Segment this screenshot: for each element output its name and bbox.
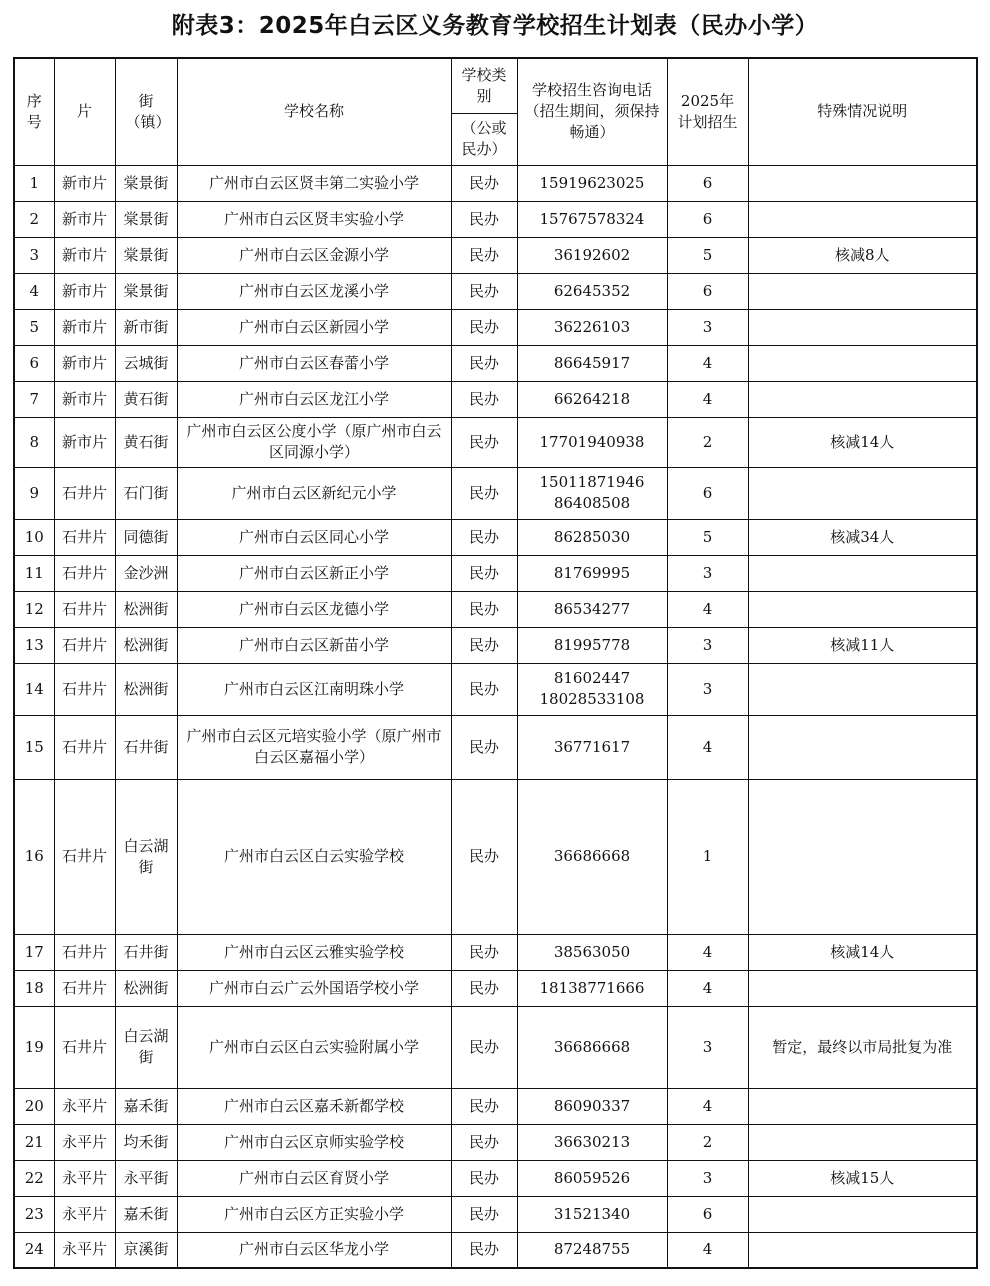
phone-number: 36771617 [553,737,631,756]
phone-number: 62645352 [553,281,631,300]
row-school-name: 广州市白云区华龙小学 [177,1232,451,1268]
row-phone [517,381,667,417]
row-phone [517,201,667,237]
row-type: 民办 [451,555,517,591]
row-phone [517,715,667,779]
row-school-name: 广州市白云区新正小学 [177,555,451,591]
row-area: 石井片 [54,970,115,1006]
row-street: 均禾街 [115,1124,177,1160]
row-phone [517,273,667,309]
row-seq: 17 [14,934,54,970]
row-plan: 3 [667,555,748,591]
row-note [748,1124,977,1160]
row-seq: 12 [14,591,54,627]
row-seq: 2 [14,201,54,237]
row-school-name: 广州市白云区公度小学（原广州市白云区同源小学） [177,417,451,467]
row-note: 核减8人 [748,237,977,273]
table-row [14,970,977,1006]
phone-number: 86090337 [553,1096,631,1115]
row-school-name: 广州市白云区江南明珠小学 [177,663,451,715]
phone-number: 86534277 [553,599,631,618]
header-phone: 学校招生咨询电话（招生期间，须保持畅通） [517,58,667,165]
table-row [14,345,977,381]
phone-number: 81602447 [553,669,631,687]
phone-number: 17701940938 [539,432,645,451]
row-plan: 4 [667,1088,748,1124]
row-note [748,970,977,1006]
table-row [14,467,977,519]
row-area: 石井片 [54,467,115,519]
header-type-top: 学校类别 [451,58,517,113]
row-seq: 9 [14,467,54,519]
table-row [14,779,977,934]
row-type: 民办 [451,1160,517,1196]
row-street: 石井街 [115,715,177,779]
phone-number: 38563050 [553,942,631,961]
table-row [14,201,977,237]
row-note [748,1232,977,1268]
row-plan: 4 [667,381,748,417]
row-plan: 2 [667,417,748,467]
row-plan: 1 [667,779,748,934]
row-area: 石井片 [54,1006,115,1088]
header-type-bottom: （公或民办） [451,113,517,165]
row-note [748,663,977,715]
row-street: 石门街 [115,467,177,519]
row-type: 民办 [451,345,517,381]
table-row [14,309,977,345]
row-phone [517,1006,667,1088]
row-note: 核减11人 [748,627,977,663]
row-type: 民办 [451,934,517,970]
row-street: 松洲街 [115,591,177,627]
row-street: 新市街 [115,309,177,345]
row-street: 棠景街 [115,273,177,309]
row-plan: 3 [667,1160,748,1196]
row-type: 民办 [451,273,517,309]
phone-number: 36686668 [553,1037,631,1056]
row-school-name: 广州市白云区贤丰实验小学 [177,201,451,237]
row-seq: 10 [14,519,54,555]
phone-number: 36686668 [553,847,631,865]
row-type: 民办 [451,779,517,934]
row-plan: 6 [667,273,748,309]
table-row [14,1124,977,1160]
row-plan: 5 [667,519,748,555]
row-seq: 7 [14,381,54,417]
row-area: 永平片 [54,1196,115,1232]
row-plan: 3 [667,309,748,345]
row-type: 民办 [451,663,517,715]
row-seq: 21 [14,1124,54,1160]
row-type: 民办 [451,1006,517,1088]
row-street: 金沙洲 [115,555,177,591]
row-phone [517,627,667,663]
table-row [14,627,977,663]
row-seq: 18 [14,970,54,1006]
row-seq: 22 [14,1160,54,1196]
row-area: 新市片 [54,201,115,237]
row-seq: 13 [14,627,54,663]
row-type: 民办 [451,1196,517,1232]
row-note [748,345,977,381]
row-school-name: 广州市白云广云外国语学校小学 [177,970,451,1006]
table-row [14,519,977,555]
phone-number: 86645917 [553,353,631,372]
row-school-name: 广州市白云区元培实验小学（原广州市白云区嘉福小学） [177,715,451,779]
row-type: 民办 [451,467,517,519]
row-seq: 4 [14,273,54,309]
table-row [14,237,977,273]
row-area: 石井片 [54,555,115,591]
row-school-name: 广州市白云区新园小学 [177,309,451,345]
row-note [748,1196,977,1232]
phone-number-secondary: 18028533108 [539,690,645,708]
row-school-name: 广州市白云区新苗小学 [177,627,451,663]
row-plan: 4 [667,1232,748,1268]
row-street: 黄石街 [115,417,177,467]
table-row [14,417,977,467]
row-street: 京溪街 [115,1232,177,1268]
row-plan: 4 [667,715,748,779]
header-note: 特殊情况说明 [748,58,977,165]
row-school-name: 广州市白云区方正实验小学 [177,1196,451,1232]
phone-number: 18138771666 [539,978,645,997]
row-street: 云城街 [115,345,177,381]
row-phone [517,345,667,381]
row-type: 民办 [451,237,517,273]
row-plan: 5 [667,237,748,273]
phone-number: 36192602 [553,245,631,264]
row-school-name: 广州市白云区龙溪小学 [177,273,451,309]
row-type: 民办 [451,715,517,779]
row-school-name: 广州市白云区贤丰第二实验小学 [177,165,451,201]
row-school-name: 广州市白云区金源小学 [177,237,451,273]
row-street: 白云湖街 [115,779,177,934]
row-street: 棠景街 [115,165,177,201]
row-school-name: 广州市白云区育贤小学 [177,1160,451,1196]
row-type: 民办 [451,1232,517,1268]
row-street: 棠景街 [115,237,177,273]
row-type: 民办 [451,591,517,627]
row-seq: 19 [14,1006,54,1088]
row-note [748,715,977,779]
row-phone [517,1196,667,1232]
row-area: 新市片 [54,309,115,345]
row-school-name: 广州市白云区春蕾小学 [177,345,451,381]
row-type: 民办 [451,519,517,555]
table-row [14,663,977,715]
row-area: 石井片 [54,779,115,934]
table-row [14,1160,977,1196]
row-note [748,273,977,309]
row-seq: 3 [14,237,54,273]
row-school-name: 广州市白云区龙江小学 [177,381,451,417]
row-area: 石井片 [54,663,115,715]
row-seq: 8 [14,417,54,467]
row-type: 民办 [451,201,517,237]
row-school-name: 广州市白云区同心小学 [177,519,451,555]
row-plan: 4 [667,345,748,381]
table-body [14,165,977,1268]
row-note [748,555,977,591]
row-phone [517,309,667,345]
row-seq: 5 [14,309,54,345]
phone-number-secondary: 86408508 [553,494,631,512]
row-type: 民办 [451,1088,517,1124]
row-seq: 6 [14,345,54,381]
row-street: 白云湖街 [115,1006,177,1088]
row-street: 松洲街 [115,627,177,663]
row-seq: 20 [14,1088,54,1124]
row-seq: 16 [14,779,54,934]
row-plan: 3 [667,663,748,715]
row-seq: 14 [14,663,54,715]
row-note: 核减34人 [748,519,977,555]
row-phone [517,663,667,715]
header-street: 街（镇） [115,58,177,165]
phone-number: 15011871946 [539,473,645,491]
row-note [748,201,977,237]
row-note: 暂定，最终以市局批复为准 [748,1006,977,1088]
row-area: 石井片 [54,715,115,779]
row-plan: 4 [667,970,748,1006]
row-school-name: 广州市白云区白云实验附属小学 [177,1006,451,1088]
row-street: 黄石街 [115,381,177,417]
row-seq: 24 [14,1232,54,1268]
row-plan: 6 [667,467,748,519]
phone-number: 15767578324 [539,209,645,228]
row-phone [517,1088,667,1124]
row-street: 棠景街 [115,201,177,237]
row-school-name: 广州市白云区新纪元小学 [177,467,451,519]
row-area: 永平片 [54,1088,115,1124]
row-note [748,467,977,519]
row-plan: 4 [667,934,748,970]
phone-number: 66264218 [553,389,631,408]
row-area: 石井片 [54,934,115,970]
row-area: 新市片 [54,237,115,273]
row-phone [517,1124,667,1160]
row-note [748,779,977,934]
phone-number: 86285030 [553,527,631,546]
phone-number: 31521340 [553,1204,631,1223]
row-area: 永平片 [54,1160,115,1196]
row-note: 核减14人 [748,934,977,970]
row-school-name: 广州市白云区京师实验学校 [177,1124,451,1160]
phone-number: 81995778 [553,635,631,654]
row-note [748,165,977,201]
row-phone [517,970,667,1006]
row-phone [517,1232,667,1268]
row-area: 石井片 [54,591,115,627]
row-street: 石井街 [115,934,177,970]
row-note [748,1088,977,1124]
row-area: 石井片 [54,519,115,555]
row-phone [517,417,667,467]
table-row [14,1088,977,1124]
row-street: 嘉禾街 [115,1088,177,1124]
row-plan: 3 [667,1006,748,1088]
row-seq: 23 [14,1196,54,1232]
row-type: 民办 [451,165,517,201]
table-row [14,934,977,970]
row-type: 民办 [451,1124,517,1160]
table-row [14,1196,977,1232]
enrollment-table [13,57,978,1269]
row-area: 永平片 [54,1124,115,1160]
row-phone [517,934,667,970]
row-area: 新市片 [54,273,115,309]
table-row [14,715,977,779]
row-phone [517,779,667,934]
row-note: 核减14人 [748,417,977,467]
row-school-name: 广州市白云区嘉禾新都学校 [177,1088,451,1124]
table-row [14,1006,977,1088]
row-type: 民办 [451,627,517,663]
row-note [748,309,977,345]
row-note [748,591,977,627]
header-plan: 2025年计划招生 [667,58,748,165]
row-seq: 11 [14,555,54,591]
row-phone [517,519,667,555]
row-school-name: 广州市白云区白云实验学校 [177,779,451,934]
row-plan: 6 [667,201,748,237]
row-street: 永平街 [115,1160,177,1196]
phone-number: 81769995 [553,563,631,582]
row-phone [517,467,667,519]
row-plan: 6 [667,165,748,201]
row-type: 民办 [451,309,517,345]
phone-number: 36226103 [553,317,631,336]
row-phone [517,1160,667,1196]
table-row [14,555,977,591]
phone-number: 86059526 [553,1168,631,1187]
row-area: 石井片 [54,627,115,663]
table-row [14,591,977,627]
row-phone [517,555,667,591]
row-type: 民办 [451,417,517,467]
row-plan: 2 [667,1124,748,1160]
table-row [14,1232,977,1268]
row-school-name: 广州市白云区龙德小学 [177,591,451,627]
row-area: 新市片 [54,381,115,417]
table-row [14,165,977,201]
table-row [14,273,977,309]
row-plan: 4 [667,591,748,627]
row-school-name: 广州市白云区云雅实验学校 [177,934,451,970]
row-area: 永平片 [54,1232,115,1268]
row-street: 松洲街 [115,970,177,1006]
row-phone [517,165,667,201]
row-area: 新市片 [54,345,115,381]
row-street: 松洲街 [115,663,177,715]
table-row [14,381,977,417]
row-seq: 15 [14,715,54,779]
row-type: 民办 [451,381,517,417]
row-seq: 1 [14,165,54,201]
phone-number: 87248755 [553,1240,631,1259]
row-plan: 6 [667,1196,748,1232]
phone-number: 15919623025 [539,173,645,192]
header-seq: 序号 [14,58,54,165]
row-area: 新市片 [54,417,115,467]
header-school: 学校名称 [177,58,451,165]
row-note: 核减15人 [748,1160,977,1196]
row-area: 新市片 [54,165,115,201]
row-note [748,381,977,417]
phone-number: 36630213 [553,1132,631,1151]
row-plan: 3 [667,627,748,663]
row-type: 民办 [451,970,517,1006]
row-street: 嘉禾街 [115,1196,177,1232]
row-phone [517,591,667,627]
page-title: 附表3：2025年白云区义务教育学校招生计划表（民办小学） [171,13,819,39]
row-phone [517,237,667,273]
row-street: 同德街 [115,519,177,555]
header-area: 片 [54,58,115,165]
